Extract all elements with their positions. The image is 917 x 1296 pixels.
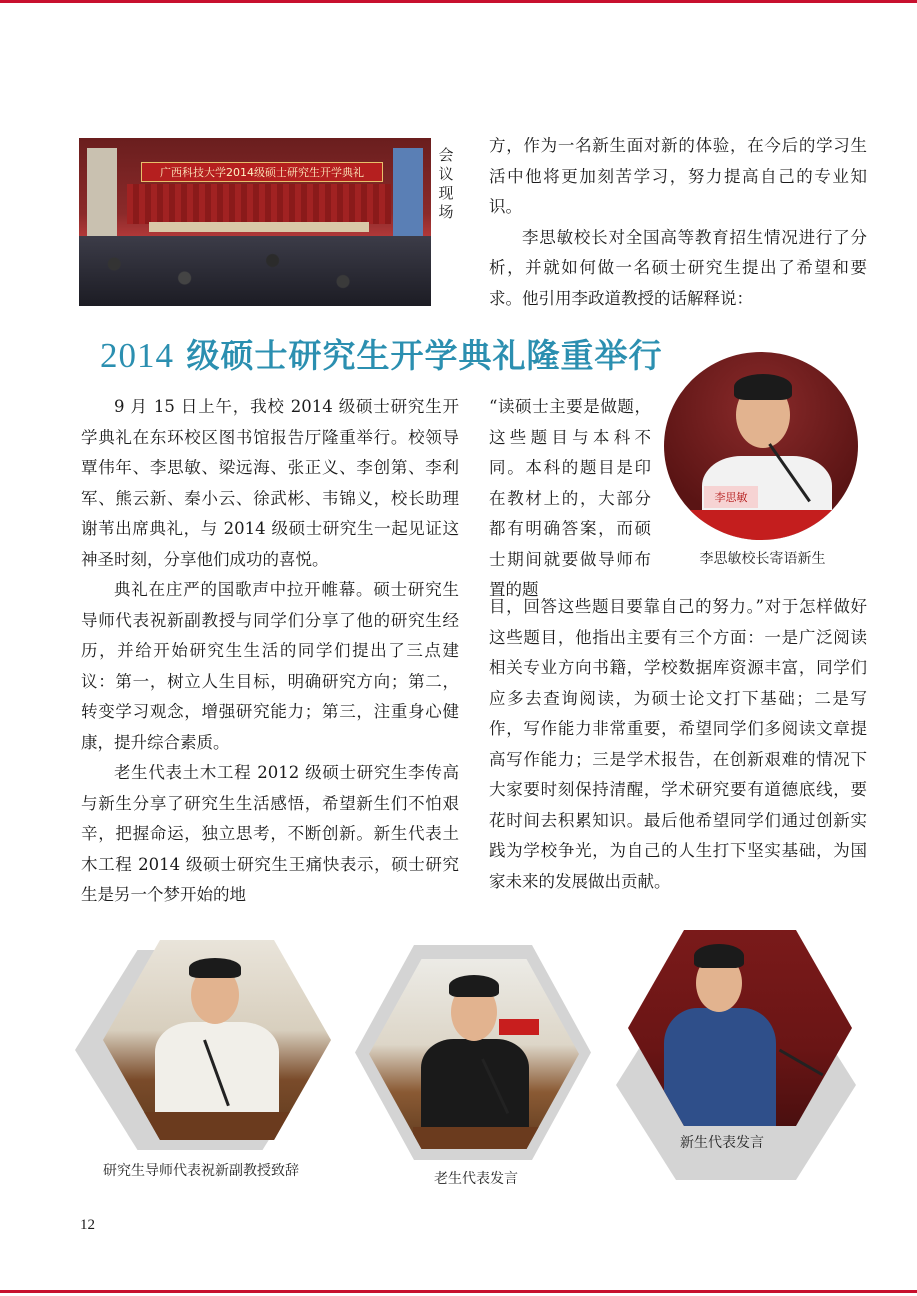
podium [143, 1112, 293, 1140]
photo-senior-student-speech [355, 945, 595, 1165]
headline-year: 2014 [100, 336, 174, 375]
paragraph: 目，回答这些题目要靠自己的努力。”对于怎样做好这些题目，他指出主要有三个方面：一是广泛阅读相关专业方向书籍，学校数据库资源丰富，同学们应多去查询阅读，为硕士论文打下基础；二是写作，写作能力非常重要，希望同学们多阅读文章提高写作能力；三是学术报告，在创新艰难的情况下大家要时刻保持清醒，学术研究要有道德底线，要花时间去积累知识。最后他希望同学们通过创新实践为学校争光，为自己的人生打下坚实基础，为国家未来的发展做出贡献。 [489, 597, 867, 891]
paragraph: “读硕士主要是做题，这些题目与本科不同。本科的题目是印在教材上的，大部分都有明确答案，而硕士期间就要做导师布置的题 [489, 397, 651, 599]
podium [413, 1127, 543, 1149]
bottom-rule [0, 1290, 917, 1293]
photo-advisor-speech [75, 940, 335, 1150]
nameplate-sign [499, 1019, 539, 1035]
desk [664, 510, 858, 540]
top-rule [0, 0, 917, 3]
nameplate: 李思敏 [704, 486, 758, 508]
headline-text: 级硕士研究生开学典礼隆重举行 [174, 336, 663, 375]
speaker-hair [189, 958, 241, 978]
right-column-bottom [489, 592, 867, 897]
paragraph: 典礼在庄严的国歌声中拉开帷幕。硕士研究生导师代表祝新副教授与同学们分享了他的研究生经历，并给开始研究生生活的同学们提出了三点建议：第一，树立人生目标，明确研究方向；第二，转变学习观念，增强研究能力；第三，注重身心健康，提升综合素质。 [81, 580, 459, 752]
ceremony-hall-photo [79, 138, 431, 306]
microphone-icon [779, 1049, 824, 1077]
photo-caption-venue: 会议现场 [438, 146, 454, 221]
page-number: 12 [80, 1217, 95, 1233]
speaker-shirt [664, 1008, 776, 1126]
speaker-hair [694, 944, 744, 968]
president-portrait [664, 352, 858, 540]
right-column-top [489, 131, 867, 314]
portrait-caption: 李思敏校长寄语新生 [699, 551, 826, 567]
right-column-quote [489, 392, 651, 606]
photo-caption: 研究生导师代表祝新副教授致辞 [103, 1163, 299, 1179]
article-headline [100, 330, 720, 377]
hall-wall [87, 148, 117, 238]
photo-caption: 新生代表发言 [680, 1135, 764, 1151]
ceremony-banner: 广西科技大学2014级硕士研究生开学典礼 [141, 162, 383, 182]
audience [79, 236, 431, 306]
stage-curtain [127, 184, 391, 224]
left-column [81, 392, 459, 911]
paragraph: 9 月 15 日上午，我校 2014 级硕士研究生开学典礼在东环校区图书馆报告厅隆重举行。校领导覃伟年、李思敏、梁远海、张正义、李创第、李利军、熊云新、秦小云、徐武彬、韦锦义，校长助理谢苇出席典礼，与 2014 级硕士研究生一起见证这神圣时刻，分享他们成功的喜悦。 [81, 397, 459, 569]
hall-window [393, 148, 423, 238]
paragraph: 李思敏校长对全国高等教育招生情况进行了分析，并就如何做一名硕士研究生提出了希望和要求。他引用李政道教授的话解释说： [489, 227, 867, 308]
speaker-hair [734, 374, 792, 400]
paragraph: 方，作为一名新生面对新的体验，在今后的学习生活中他将更加刻苦学习，努力提高自己的专业知识。 [489, 136, 867, 216]
speaker-shirt [421, 1039, 529, 1135]
paragraph: 老生代表土木工程 2012 级硕士研究生李传高与新生分享了研究生生活感悟，希望新生们不怕艰辛，把握命运，独立思考，不断创新。新生代表土木工程 2014 级硕士研究生王痛快表示，硕士研究生是另一个梦开始的地 [81, 763, 459, 904]
podium-table [149, 222, 369, 232]
speaker-hair [449, 975, 499, 997]
photo-caption: 老生代表发言 [434, 1171, 518, 1187]
